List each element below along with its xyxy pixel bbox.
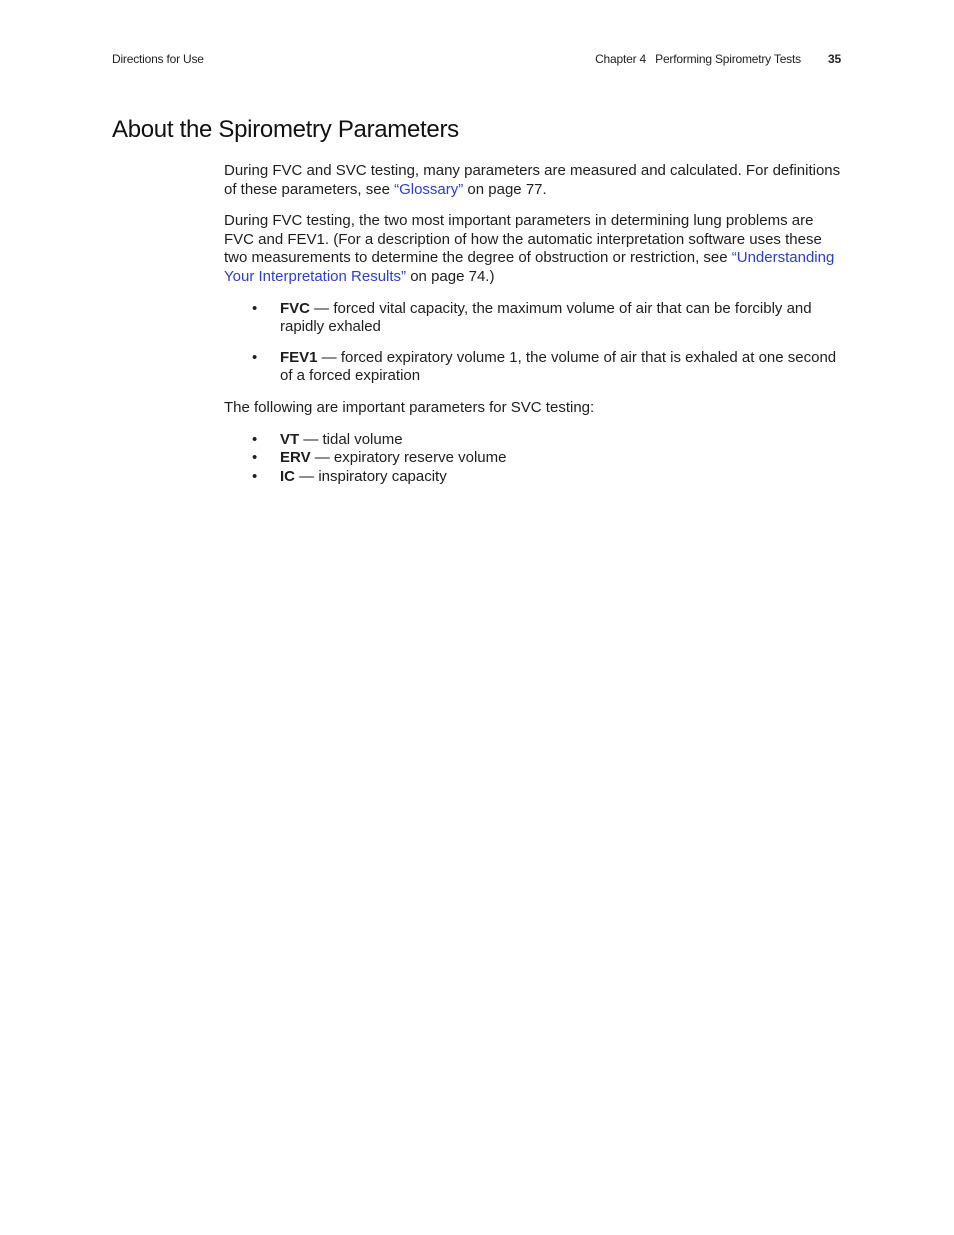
bullet-marker: • [252,449,258,467]
list-item [224,300,844,337]
svc-paragraph: The following are important parameters for SVC testing: [224,398,595,416]
fvc-page-ref: on page 74.) [406,267,495,285]
header-chapter-title: Performing Spirometry Tests [655,52,801,66]
running-header [112,52,841,70]
svc-parameter-list [224,431,844,487]
bullet-marker: • [252,299,258,317]
bullet-marker: • [252,467,258,485]
parameter-term: IC [280,467,295,485]
list-item [224,349,844,386]
header-chapter-label: Chapter 4 [595,52,646,66]
bullet-marker: • [252,430,258,448]
parameter-term: ERV [280,449,311,467]
parameter-term: FVC [280,299,310,317]
list-item [224,449,844,468]
intro-text: During FVC and SVC testing, many parameters are measured and calculated. For definitions of these parameters, see [224,162,841,198]
list-item [224,431,844,450]
parameter-description: — tidal volume [299,430,403,448]
fvc-paragraph [224,212,844,286]
fvc-text: During FVC testing, the two most important parameters in determining lung problems are FVC and FEV1. (For a description of how the automatic interpretation software uses these two measurements to determine the degree of obstruction or restriction, see [224,212,822,267]
bullet-marker: • [252,348,258,366]
parameter-term: VT [280,430,300,448]
glossary-link[interactable]: “Glossary” [394,180,464,198]
parameter-description: — inspiratory capacity [295,467,447,485]
intro-page-ref: on page 77. [463,180,547,198]
intro-paragraph [224,162,844,199]
parameter-description: — forced vital capacity, the maximum volume of air that can be forcibly and rapidly exhaled [280,299,812,336]
interpretation-results-link[interactable]: “Understanding Your Interpretation Results” [224,249,835,285]
parameter-description: — expiratory reserve volume [310,449,507,467]
page-number: 35 [828,52,841,66]
parameter-term: FEV1 [280,348,318,366]
parameter-description: — forced expiratory volume 1, the volume of air that is exhaled at one second of a forced expiration [280,348,837,385]
main-content [224,162,844,486]
fvc-parameter-list [224,300,844,386]
header-chapter-info [595,52,841,66]
list-item [224,468,844,487]
header-document-title: Directions for Use [112,52,204,66]
page-title: About the Spirometry Parameters [112,116,459,143]
